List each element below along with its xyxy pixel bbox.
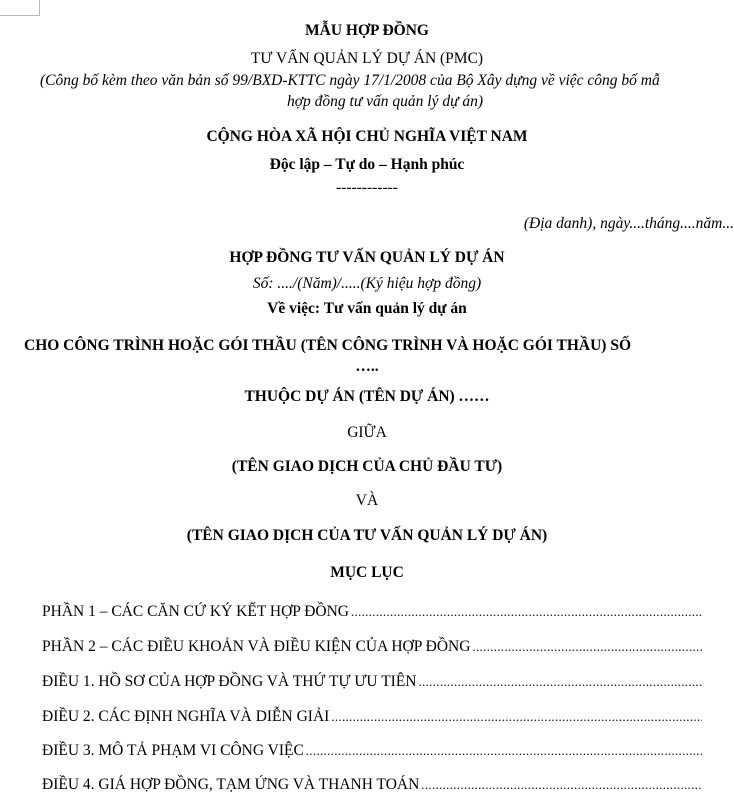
toc-item[interactable] xyxy=(42,603,702,621)
contract-number: Số: ..../(Năm)/.....(Ký hiệu hợp đồng) xyxy=(252,275,482,292)
toc-item[interactable] xyxy=(42,708,702,726)
parent-project-line: THUỘC DỰ ÁN (TÊN DỰ ÁN) …… xyxy=(244,388,490,405)
party-a-name: (TÊN GIAO DỊCH CỦA CHỦ ĐẦU TƯ) xyxy=(231,458,503,475)
party-b-name: (TÊN GIAO DỊCH CỦA TƯ VẤN QUẢN LÝ DỰ ÁN) xyxy=(186,527,548,544)
contract-title: HỢP ĐỒNG TƯ VẤN QUẢN LÝ DỰ ÁN xyxy=(229,249,505,266)
page-corner-mark xyxy=(0,0,40,16)
national-title: CỘNG HÒA XÃ HỘI CHỦ NGHĨA VIỆT NAM xyxy=(206,128,528,145)
toc-leader xyxy=(421,776,702,794)
toc-item[interactable] xyxy=(42,673,702,691)
document-subtitle: TƯ VẤN QUẢN LÝ DỰ ÁN (PMC) xyxy=(250,50,484,67)
publication-note-line-2: hợp đồng tư vấn quản lý dự án) xyxy=(287,93,484,110)
publication-note-line-1: (Công bố kèm theo văn bản số 99/BXD-KTTC ngày 17/1/2008 của Bộ Xây dựng về việc công bố mẫ xyxy=(40,72,660,89)
between-label: GIỮA xyxy=(347,424,387,441)
toc-item-label: ĐIỀU 3. MÔ TẢ PHẠM VI CÔNG VIỆC xyxy=(42,742,304,759)
toc-item[interactable] xyxy=(42,776,702,794)
contract-subject xyxy=(0,300,734,318)
contract-subject-label: Về việc: xyxy=(267,300,321,317)
motto-divider: ------------ xyxy=(336,179,398,196)
document-title: MẪU HỢP ĐỒNG xyxy=(305,22,429,39)
contract-subject-value: Tư vấn quản lý dự án xyxy=(320,300,467,317)
toc-item[interactable] xyxy=(42,742,702,760)
project-scope-line: CHO CÔNG TRÌNH HOẶC GÓI THẦU (TÊN CÔNG TRÌNH VÀ HOẶC GÓI THẦU) SỐ xyxy=(24,337,632,354)
toc-item-label: ĐIỀU 4. GIÁ HỢP ĐỒNG, TẠM ỨNG VÀ THANH TOÁN xyxy=(42,776,420,793)
toc-item-label: PHẦN 1 – CÁC CĂN CỨ KÝ KẾT HỢP ĐỒNG xyxy=(42,603,349,620)
toc-heading: MỤC LỤC xyxy=(330,564,404,581)
toc-leader xyxy=(306,742,702,760)
toc-item-label: PHẦN 2 – CÁC ĐIỀU KHOẢN VÀ ĐIỀU KIỆN CỦA HỢP ĐỒNG xyxy=(42,638,471,655)
toc-item-label: ĐIỀU 1. HỒ SƠ CỦA HỢP ĐỒNG VÀ THỨ TỰ ƯU TIÊN xyxy=(42,673,417,690)
toc-leader xyxy=(419,673,702,691)
and-label: VÀ xyxy=(355,492,379,509)
toc-item-label: ĐIỀU 2. CÁC ĐỊNH NGHĨA VÀ DIỄN GIẢI xyxy=(42,708,330,725)
project-scope-continuation: ….. xyxy=(355,358,379,375)
national-motto: Độc lập – Tự do – Hạnh phúc xyxy=(269,156,465,173)
place-date: (Địa danh), ngày....tháng....năm... xyxy=(523,215,734,232)
toc-item[interactable] xyxy=(42,638,702,656)
toc-leader xyxy=(331,708,702,726)
toc-leader xyxy=(351,603,702,621)
toc-leader xyxy=(472,638,702,656)
